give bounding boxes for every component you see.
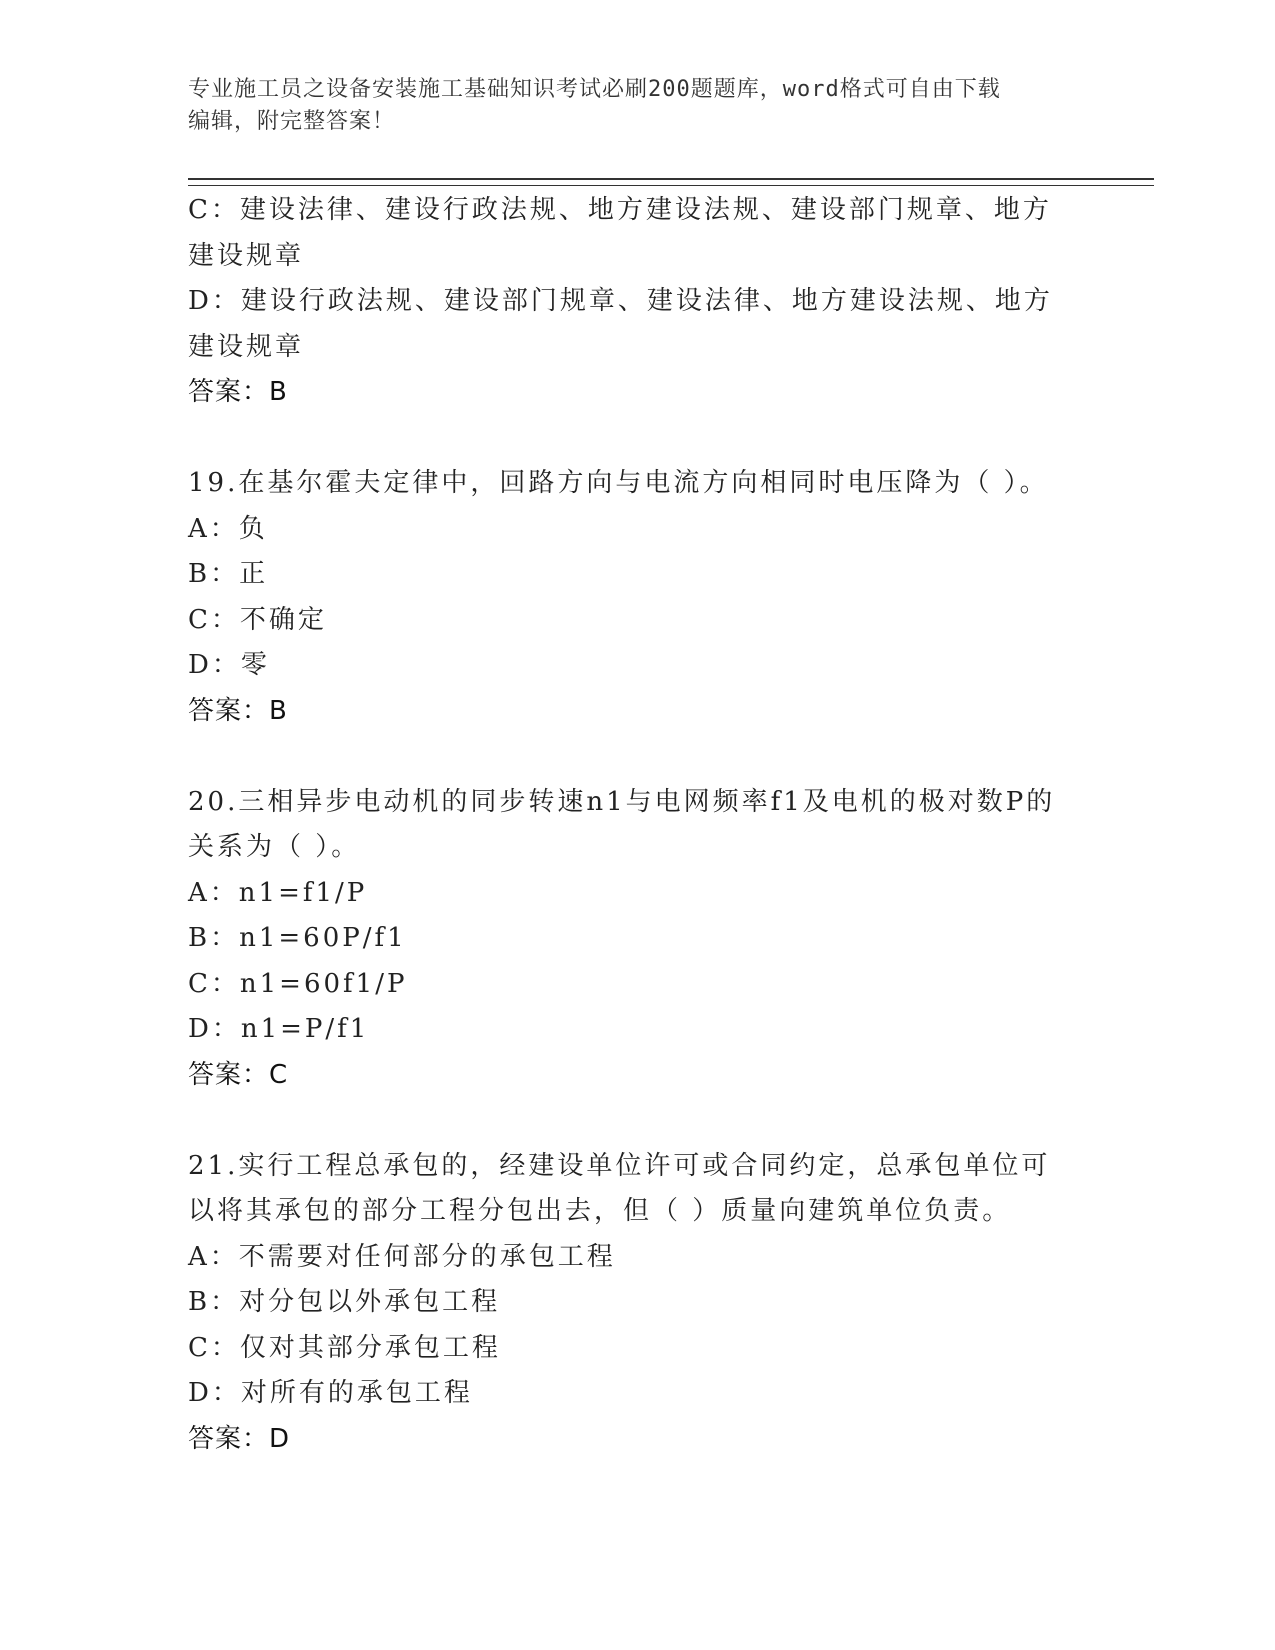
question-21	[188, 1144, 1068, 1463]
option-b: B：n1=60P/f1	[188, 923, 407, 953]
continued-question	[188, 188, 1068, 416]
question-gap	[188, 734, 1068, 780]
option-b: B：对分包以外承包工程	[188, 1287, 501, 1317]
option-d: D：n1=P/f1	[188, 1014, 370, 1044]
question-stem: 21.实行工程总承包的，经建设单位许可或合同约定，总承包单位可以将其承包的部分工程分包出去，但（ ）质量向建筑单位负责。	[188, 1150, 1051, 1226]
option-b: B：正	[188, 559, 269, 589]
option-a: A：n1=f1/P	[188, 877, 368, 908]
header-title-line-1: 专业施工员之设备安装施工基础知识考试必刷200题题库，word格式可自由下载	[188, 77, 1001, 102]
option-d: D：零	[188, 650, 270, 680]
question-stem: 20.三相异步电动机的同步转速n1与电网频率f1及电机的极对数P的关系为（ ）。	[188, 786, 1056, 862]
question-gap	[188, 416, 1068, 462]
question-stem: 19.在基尔霍夫定律中，回路方向与电流方向相同时电压降为（ ）。	[188, 468, 1049, 498]
document-header	[188, 74, 1068, 138]
option-c: C：不确定	[188, 604, 327, 635]
option-d: D：建设行政法规、建设部门规章、建设法律、地方建设法规、地方建设规章	[188, 286, 1053, 362]
option-c: C：建设法律、建设行政法规、地方建设法规、建设部门规章、地方建设规章	[188, 195, 1052, 271]
answer-line: 答案：B	[188, 377, 288, 407]
header-divider	[188, 178, 1154, 186]
question-list	[188, 188, 1068, 1462]
question-20	[188, 780, 1068, 1099]
option-c: C：n1=60f1/P	[188, 968, 408, 999]
answer-line: 答案：B	[188, 695, 288, 726]
option-a: A：负	[188, 513, 268, 544]
option-a: A：不需要对任何部分的承包工程	[188, 1241, 616, 1272]
question-gap	[188, 1098, 1068, 1144]
answer-line: 答案：D	[188, 1423, 291, 1454]
question-19	[188, 461, 1068, 734]
header-title-line-2: 编辑，附完整答案！	[188, 109, 396, 134]
option-d: D：对所有的承包工程	[188, 1378, 473, 1408]
answer-line: 答案：C	[188, 1059, 289, 1090]
option-c: C：仅对其部分承包工程	[188, 1332, 501, 1363]
